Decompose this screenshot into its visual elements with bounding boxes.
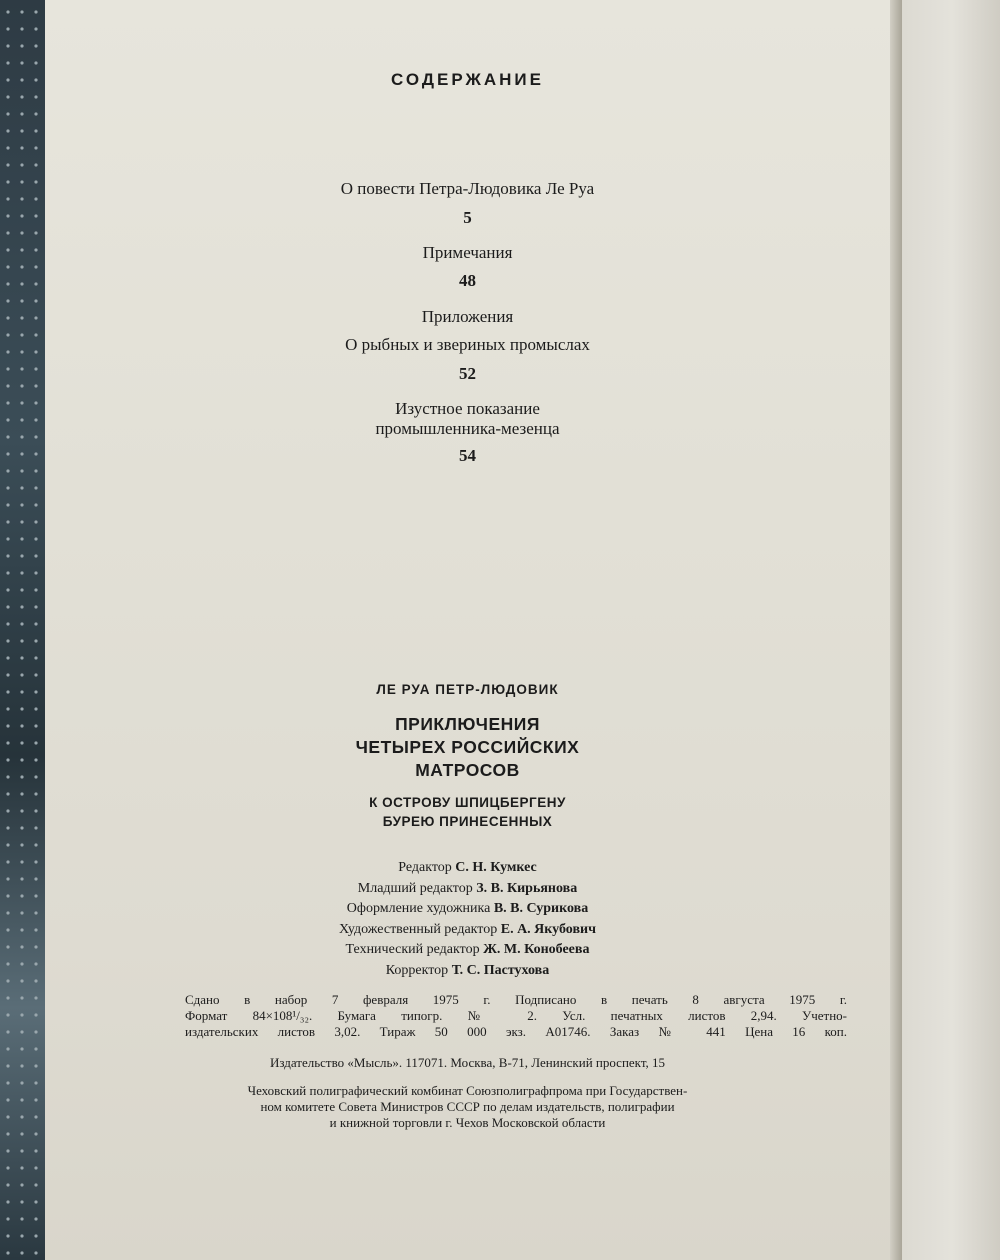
credit-role: Младший редактор bbox=[357, 880, 473, 896]
book-title-line: МАТРОСОВ bbox=[415, 760, 520, 780]
print-details bbox=[185, 992, 847, 1040]
print-details-line: издательских листов 3,02. Тираж 50 000 экз. А01746. Заказ № 441 Цена 16 коп. bbox=[185, 1024, 847, 1039]
book-subtitle-line: БУРЕЮ ПРИНЕСЕННЫХ bbox=[382, 814, 553, 829]
printer-info bbox=[45, 1083, 890, 1131]
credit-line bbox=[45, 858, 890, 879]
credits-list bbox=[45, 858, 890, 982]
book-title bbox=[45, 713, 890, 782]
publisher-address: Издательство «Мысль». 117071. Москва, В-71, Ленинский проспект, 15 bbox=[269, 1055, 666, 1070]
toc-entry-title: О повести Петра-Людовика Ле Руа bbox=[340, 179, 595, 198]
printer-info-line: и книжной торговли г. Чехов Московской области bbox=[329, 1115, 606, 1130]
toc-entry-title: Приложения bbox=[421, 307, 514, 326]
toc-heading: СОДЕРЖАНИЕ bbox=[391, 70, 544, 89]
credit-name: С. Н. Кумкес bbox=[455, 860, 537, 875]
credit-role: Художественный редактор bbox=[339, 921, 498, 937]
credit-name: Т. С. Пастухова bbox=[451, 962, 550, 978]
toc-entry-title: Изустное показание bbox=[395, 399, 540, 418]
book-author: ЛЕ РУА ПЕТР-ЛЮДОВИК bbox=[376, 682, 559, 697]
print-details-line: Формат 84×108¹/₃₂. Бумага типогр. № 2. Усл. печатных листов 2,94. Учетно- bbox=[185, 1008, 847, 1023]
credit-line bbox=[45, 940, 890, 961]
credit-role: Оформление художника bbox=[346, 901, 491, 917]
credit-name: З. В. Кирьянова bbox=[476, 880, 578, 896]
book-subtitle-line: К ОСТРОВУ ШПИЦБЕРГЕНУ bbox=[369, 795, 566, 810]
toc-entry-title: промышленника-мезенца bbox=[375, 419, 560, 438]
credit-role: Редактор bbox=[398, 860, 452, 875]
toc-entry-page: 5 bbox=[463, 208, 472, 227]
toc-entry-page: 54 bbox=[459, 446, 476, 465]
credit-role: Технический редактор bbox=[345, 942, 480, 958]
toc-entry-subtitle: О рыбных и звериных промыслах bbox=[345, 335, 590, 354]
credit-line bbox=[45, 961, 890, 982]
credit-line bbox=[45, 920, 890, 941]
book-page bbox=[45, 0, 890, 1260]
credit-role: Корректор bbox=[385, 962, 449, 978]
credit-name: Е. А. Якубович bbox=[500, 921, 596, 937]
toc-entry-title: Примечания bbox=[422, 243, 513, 262]
credit-name: В. В. Сурикова bbox=[493, 901, 589, 917]
credit-line bbox=[45, 899, 890, 920]
toc-entry-page: 48 bbox=[459, 271, 476, 290]
printer-info-line: Чеховский полиграфический комбинат Союзполиграфпрома при Государствен- bbox=[247, 1083, 688, 1098]
credit-line bbox=[45, 879, 890, 900]
credit-name: Ж. М. Конобеева bbox=[483, 942, 590, 958]
print-details-line: Сдано в набор 7 февраля 1975 г. Подписано в печать 8 августа 1975 г. bbox=[185, 992, 847, 1007]
printer-info-line: ном комитете Совета Министров СССР по делам издательств, полиграфии bbox=[260, 1099, 675, 1114]
book-title-line: ПРИКЛЮЧЕНИЯ bbox=[395, 714, 540, 734]
book-subtitle bbox=[45, 793, 890, 831]
book-title-line: ЧЕТЫРЕХ РОССИЙСКИХ bbox=[355, 737, 580, 757]
toc-entry-page: 52 bbox=[459, 364, 476, 383]
